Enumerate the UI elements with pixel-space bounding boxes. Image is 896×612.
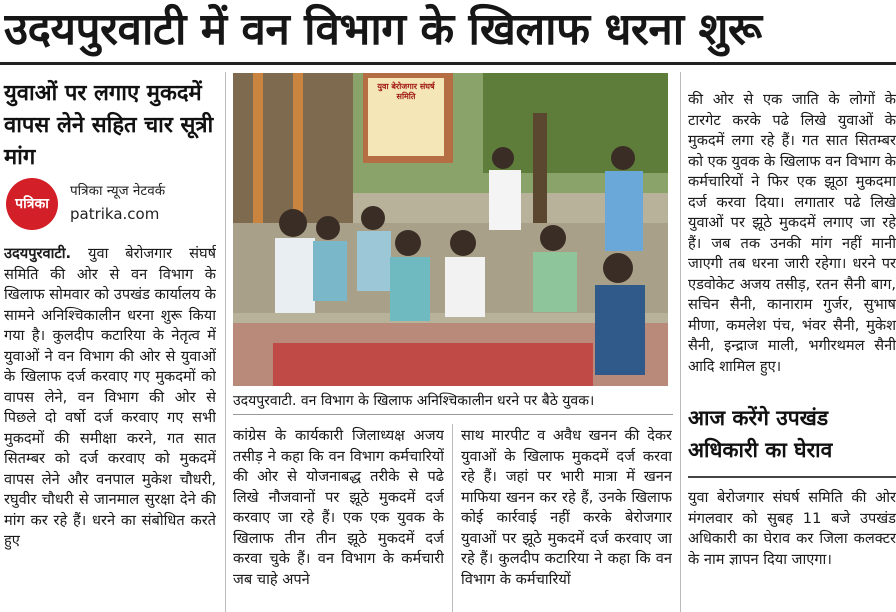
subheading-rule — [688, 476, 896, 478]
byline — [6, 178, 226, 228]
article-column-4 — [688, 90, 896, 402]
byline-network: पत्रिका न्यूज नेटवर्क — [70, 183, 166, 199]
column-divider — [680, 72, 681, 612]
byline-url: patrika.com — [70, 205, 160, 223]
article-body-col4: की ओर से एक जाति के लोगों के टारगेट करके पढे लिखे युवाओं के मुकदमें लगा रहे हैं। गत सात सितम्बर को एक युवक के खिलाफ वन विभाग के कर्मचारियों ने फिर एक झूठा मुकदमा दर्ज करवा दिया। लगातार पढे लिखे युवाओं पर झूठे मुकदमें लगाए जा रहे हैं। जब तक उनकी मांग नहीं मानी जाएगी तब धरना जारी रहेगा। धरने पर एडवोकेट अजय तसीड़, रतन सैनी बाग, सचिन सैनी, कानाराम गुर्जर, सुभाष मीणा, कमलेश पंच, भंवर सैनी, मुकेश सैनी, इन्द्राज माली, भगीरथमल सैनी आदि शामिल हुए। — [688, 91, 896, 375]
caption-rule — [233, 414, 673, 415]
article-column-1 — [4, 244, 216, 610]
subheadline: युवाओं पर लगाए मुकदमें वापस लेने सहित चार सूत्री मांग — [4, 81, 214, 170]
dateline: उदयपुरवाटी. — [4, 245, 72, 262]
photo-banner-text: युवा बेरोजगार संघर्ष समिति — [377, 82, 435, 101]
article-body-col2: कांग्रेस के कार्यकारी जिलाध्यक्ष अजय तसीड़ ने कहा कि वन विभाग कर्मचारियों की ओर से योजनाबद्ध तरीके से पढे लिखे नौजवानों पर झूठे मुकदमें दर्ज करवाए जा रहे हैं। एक एक युवक के खिलाफ तीन तीन झूठे मुकदमें दर्ज करवा चुके हैं। वन विभाग के कर्मचारी जब चाहे अपने — [233, 427, 444, 588]
protest-photo — [233, 73, 668, 386]
article-body-col1: युवा बेरोजगार संघर्ष समिति की ओर से वन विभाग के खिलाफ सोमवार को उपखंड कार्यालय के सामने अनिश्चिकालीन धरना शुरू किया गया है। कुलदीप कटारिया के नेतृत्व में युवाओं ने वन विभाग की ओर से युवाओं के खिलाफ दर्ज करवाए गए मुकदमों को वापस लेने, वन विभाग की ओर से पिछले दो वर्षो दर्ज करवाए गए सभी मुकदमों की समीक्षा करने, गत सात सितम्बर को दर्ज करवाए को मुकदमें वापस लेने और वनपाल मुकेश चौधरी, रघुवीर चौधरी से जानमाल सुरक्षा देने की मांग कर रहे हैं। धरने का संबोधित करते हुए — [4, 245, 216, 549]
article-body-col3: साथ मारपीट व अवैध खनन की देकर युवाओं के खिलाफ मुकदमें दर्ज करवा रहे हैं। जहां पर भारी मात्रा में खनन माफिया खनन कर रहे हैं, उनके खिलाफ कोई कार्रवाई नहीं करके बेरोजगार युवाओं पर झूठे मुकदमें दर्ज करवाए जा रहे हैं। कुलदीप कटारिया ने कहा कि वन विभाग के कर्मचारियों — [461, 427, 672, 588]
photo-caption: उदयपुरवाटी. वन विभाग के खिलाफ अनिश्चिकालीन धरने पर बैठे युवक। — [233, 393, 595, 409]
headline: उदयपुरवाटी में वन विभाग के खिलाफ धरना शुरू — [4, 4, 762, 55]
article-body-col4b: युवा बेरोजगार संघर्ष समिति की ओर मंगलवार को सुबह 11 बजे उपखंड अधिकारी का घेराव कर जिला कलक्टर के नाम ज्ञापन दिया जाएगा। — [688, 489, 896, 568]
column-divider — [452, 424, 453, 612]
article-column-3 — [461, 426, 672, 612]
article-column-2 — [233, 426, 444, 612]
patrika-logo: पत्रिका — [6, 178, 58, 230]
subheading-gherao: आज करेंगे उपखंड अधिकारी का घेराव — [688, 406, 833, 462]
article-column-4b — [688, 488, 896, 612]
headline-rule — [0, 62, 896, 65]
column-divider — [225, 72, 226, 612]
